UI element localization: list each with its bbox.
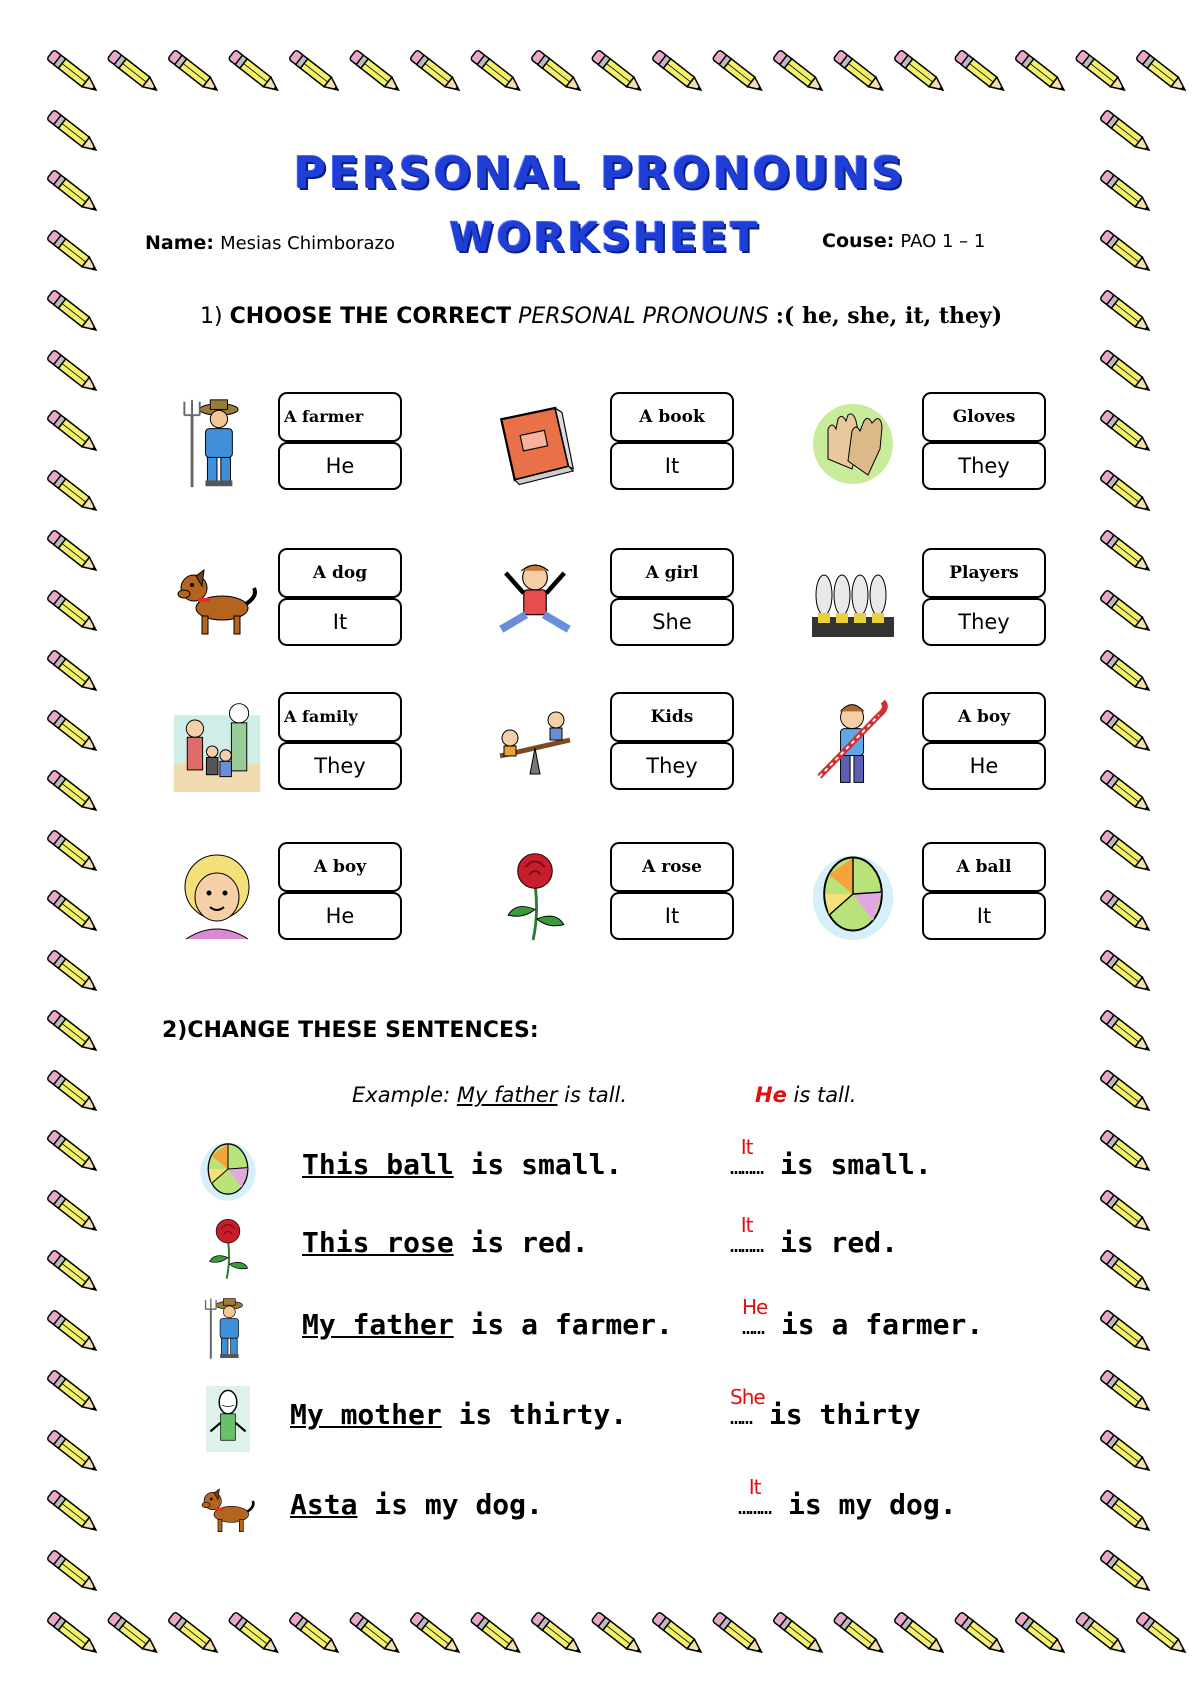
card-pronoun: It xyxy=(278,598,402,646)
sentence-rest: is my dog. xyxy=(357,1488,543,1521)
answer-dots: ……… xyxy=(730,1155,764,1179)
pencil-icon xyxy=(1015,50,1068,95)
answer-line xyxy=(738,1475,957,1521)
pencil-icon xyxy=(47,1190,100,1235)
pencil-icon xyxy=(47,890,100,935)
pencil-icon xyxy=(894,50,947,95)
mother-icon xyxy=(198,1386,258,1456)
pencil-icon xyxy=(1100,770,1153,815)
pencil-icon xyxy=(47,1370,100,1415)
answer-blank[interactable] xyxy=(742,1295,768,1339)
example-subject: My father xyxy=(456,1083,558,1107)
pencil-icon xyxy=(289,50,342,95)
pencil-icon xyxy=(591,50,644,95)
course-value: PAO 1 – 1 xyxy=(900,231,986,252)
pencil-icon xyxy=(47,530,100,575)
pronoun-card xyxy=(922,392,1046,490)
card-noun: A rose xyxy=(610,842,734,892)
pencil-icon xyxy=(773,50,826,95)
pencil-icon xyxy=(1100,350,1153,395)
pencil-icon xyxy=(107,50,160,95)
page-subtitle: WORKSHEET xyxy=(449,215,761,261)
pencil-icon xyxy=(773,1612,826,1657)
instruction-caps: CHOOSE THE CORRECT xyxy=(229,304,512,329)
sentence-subject: This rose xyxy=(302,1226,454,1259)
card-noun: A family xyxy=(278,692,402,742)
answer-line xyxy=(730,1135,932,1181)
sentence-subject: My father xyxy=(302,1308,454,1341)
pencil-icon xyxy=(1100,1430,1153,1475)
girl-icon xyxy=(490,552,580,652)
name-field xyxy=(145,232,395,254)
pencil-icon xyxy=(712,50,765,95)
answer-rest: is small. xyxy=(763,1148,932,1181)
pencil-icon xyxy=(531,50,584,95)
answer-blank[interactable] xyxy=(730,1135,764,1179)
sentence xyxy=(302,1226,589,1259)
pencil-icon xyxy=(1100,710,1153,755)
pencil-icon xyxy=(1100,1310,1153,1355)
sentence-rest: is red. xyxy=(453,1226,589,1259)
pencil-icon xyxy=(712,1612,765,1657)
pencil-icon xyxy=(1100,230,1153,275)
card-pronoun: He xyxy=(278,892,402,940)
answer-line xyxy=(742,1295,984,1341)
answer-blank[interactable] xyxy=(738,1475,772,1519)
pencil-icon xyxy=(1075,1612,1128,1657)
pencil-icon xyxy=(833,50,886,95)
section1-instruction xyxy=(200,303,1002,329)
pencil-icon xyxy=(47,590,100,635)
sentence-subject: This ball xyxy=(302,1148,454,1181)
pencil-icon xyxy=(47,1430,100,1475)
pencil-icon xyxy=(47,230,100,275)
example-answer-pronoun: He xyxy=(755,1083,787,1107)
name-value: Mesias Chimborazo xyxy=(220,233,396,254)
pencil-icon xyxy=(1100,1070,1153,1115)
gloves-icon xyxy=(808,396,898,496)
pencil-icon xyxy=(1100,1550,1153,1595)
pronoun-card xyxy=(922,842,1046,940)
sentence xyxy=(290,1488,543,1521)
answer-pronoun: It xyxy=(740,1213,753,1237)
pencil-icon xyxy=(470,50,523,95)
card-pronoun: It xyxy=(610,892,734,940)
pencil-icon xyxy=(47,1612,100,1657)
answer-line xyxy=(730,1385,921,1431)
card-noun: A ball xyxy=(922,842,1046,892)
pencil-icon xyxy=(47,410,100,455)
sentence-subject: My mother xyxy=(290,1398,442,1431)
answer-dots: ……… xyxy=(738,1495,772,1519)
pencil-icon xyxy=(531,1612,584,1657)
card-pronoun: They xyxy=(922,442,1046,490)
pencil-icon xyxy=(47,1310,100,1355)
pencil-icon xyxy=(1100,1130,1153,1175)
pronoun-card xyxy=(278,392,402,490)
pencil-icon xyxy=(47,1070,100,1115)
answer-dots: …… xyxy=(730,1405,753,1429)
ball-icon xyxy=(808,846,898,946)
pencil-icon xyxy=(410,50,463,95)
pencil-icon xyxy=(1136,1612,1189,1657)
pencil-icon xyxy=(1100,650,1153,695)
pencil-icon xyxy=(168,50,221,95)
card-noun: A girl xyxy=(610,548,734,598)
pronoun-card xyxy=(610,548,734,646)
pronoun-card xyxy=(278,692,402,790)
answer-rest: is thirty xyxy=(752,1398,921,1431)
pencil-icon xyxy=(833,1612,886,1657)
pencil-icon xyxy=(47,1550,100,1595)
card-noun: A boy xyxy=(278,842,402,892)
instruction-options: :( he, she, it, they) xyxy=(775,303,1003,329)
pencil-icon xyxy=(47,1250,100,1295)
page-title: PERSONAL PRONOUNS xyxy=(293,148,907,199)
pencil-icon xyxy=(47,770,100,815)
pencil-icon xyxy=(47,710,100,755)
pencil-icon xyxy=(289,1612,342,1657)
card-noun: A farmer xyxy=(278,392,402,442)
answer-rest: is a farmer. xyxy=(764,1308,984,1341)
kids-icon xyxy=(490,696,580,796)
card-noun: A boy xyxy=(922,692,1046,742)
pencil-icon xyxy=(349,1612,402,1657)
pencil-icon xyxy=(47,1490,100,1535)
section2-heading: 2)CHANGE THESE SENTENCES: xyxy=(162,1018,539,1043)
rose-icon xyxy=(198,1214,258,1284)
card-noun: Kids xyxy=(610,692,734,742)
pencil-icon xyxy=(47,1130,100,1175)
family-icon xyxy=(172,696,262,796)
name-label: Name: xyxy=(145,232,215,254)
pencil-icon xyxy=(1100,590,1153,635)
card-noun: Players xyxy=(922,548,1046,598)
pencil-icon xyxy=(47,50,100,95)
pencil-icon xyxy=(652,50,705,95)
instruction-italic: PERSONAL PRONOUNS xyxy=(518,304,769,329)
sentence-rest: is a farmer. xyxy=(453,1308,673,1341)
pencil-icon xyxy=(47,350,100,395)
book-icon xyxy=(490,396,580,496)
pronoun-card xyxy=(610,392,734,490)
pencil-icon xyxy=(954,50,1007,95)
card-pronoun: They xyxy=(922,598,1046,646)
pencil-icon xyxy=(47,1010,100,1055)
pencil-icon xyxy=(1100,830,1153,875)
dog-icon xyxy=(198,1476,258,1546)
card-pronoun: He xyxy=(278,442,402,490)
answer-blank[interactable] xyxy=(730,1385,765,1429)
rose-icon xyxy=(490,846,580,946)
answer-rest: is red. xyxy=(763,1226,898,1259)
pencil-icon xyxy=(410,1612,463,1657)
answer-rest: is my dog. xyxy=(771,1488,957,1521)
pencil-icon xyxy=(1100,530,1153,575)
pronoun-card xyxy=(922,548,1046,646)
pencil-icon xyxy=(47,470,100,515)
pencil-icon xyxy=(1100,410,1153,455)
pronoun-card xyxy=(278,548,402,646)
pencil-icon xyxy=(228,50,281,95)
pencil-icon xyxy=(228,1612,281,1657)
pencil-icon xyxy=(47,950,100,995)
pencil-icon xyxy=(47,650,100,695)
pencil-icon xyxy=(1100,1250,1153,1295)
answer-pronoun: It xyxy=(740,1135,753,1159)
pencil-icon xyxy=(1075,50,1128,95)
example-rest: is tall. xyxy=(557,1083,628,1107)
pencil-icon xyxy=(107,1612,160,1657)
pencil-icon xyxy=(1136,50,1189,95)
farmer-icon xyxy=(172,396,262,496)
pencil-icon xyxy=(1100,1010,1153,1055)
card-pronoun: It xyxy=(610,442,734,490)
sentence xyxy=(302,1308,673,1341)
card-noun: A dog xyxy=(278,548,402,598)
course-field xyxy=(822,230,985,252)
farmer-icon xyxy=(198,1296,258,1366)
answer-dots: ……… xyxy=(730,1233,764,1257)
sentence xyxy=(290,1398,627,1431)
face-icon xyxy=(172,846,262,946)
example-answer xyxy=(755,1083,856,1107)
pencil-icon xyxy=(470,1612,523,1657)
answer-line xyxy=(730,1213,898,1259)
pencil-icon xyxy=(1100,1490,1153,1535)
answer-pronoun: He xyxy=(742,1295,768,1319)
pencil-icon xyxy=(1100,1190,1153,1235)
sentence-rest: is thirty. xyxy=(441,1398,628,1431)
pencil-icon xyxy=(954,1612,1007,1657)
card-pronoun: She xyxy=(610,598,734,646)
card-pronoun: They xyxy=(278,742,402,790)
pencil-icon xyxy=(1100,890,1153,935)
pencil-icon xyxy=(1100,1370,1153,1415)
pencil-icon xyxy=(47,290,100,335)
answer-pronoun: It xyxy=(748,1475,761,1499)
pencil-icon xyxy=(591,1612,644,1657)
pencil-icon xyxy=(1100,470,1153,515)
boy-icon xyxy=(808,696,898,796)
pencil-icon xyxy=(894,1612,947,1657)
pencil-icon xyxy=(1100,290,1153,335)
sentence-rest: is small. xyxy=(453,1148,623,1181)
card-pronoun: He xyxy=(922,742,1046,790)
ball-icon xyxy=(198,1136,258,1206)
card-noun: Gloves xyxy=(922,392,1046,442)
pencil-icon xyxy=(349,50,402,95)
pencil-icon xyxy=(1100,950,1153,995)
example-sentence xyxy=(352,1083,627,1107)
example-answer-rest: is tall. xyxy=(786,1083,857,1107)
section1-number: 1) xyxy=(200,304,223,329)
pronoun-card xyxy=(610,692,734,790)
pencil-icon xyxy=(168,1612,221,1657)
card-pronoun: They xyxy=(610,742,734,790)
pronoun-card xyxy=(278,842,402,940)
pencil-icon xyxy=(47,830,100,875)
card-pronoun: It xyxy=(922,892,1046,940)
sentence-subject: Asta xyxy=(290,1488,358,1521)
dog-icon xyxy=(172,552,262,652)
answer-dots: …… xyxy=(742,1315,765,1339)
answer-pronoun: She xyxy=(730,1385,765,1409)
card-noun: A book xyxy=(610,392,734,442)
pronoun-card xyxy=(610,842,734,940)
pronoun-card xyxy=(922,692,1046,790)
pencil-icon xyxy=(652,1612,705,1657)
example-prefix: Example: xyxy=(352,1083,451,1107)
course-label: Couse: xyxy=(822,230,895,252)
answer-blank[interactable] xyxy=(730,1213,764,1257)
players-icon xyxy=(808,552,898,652)
pencil-icon xyxy=(1015,1612,1068,1657)
sentence xyxy=(302,1148,622,1181)
